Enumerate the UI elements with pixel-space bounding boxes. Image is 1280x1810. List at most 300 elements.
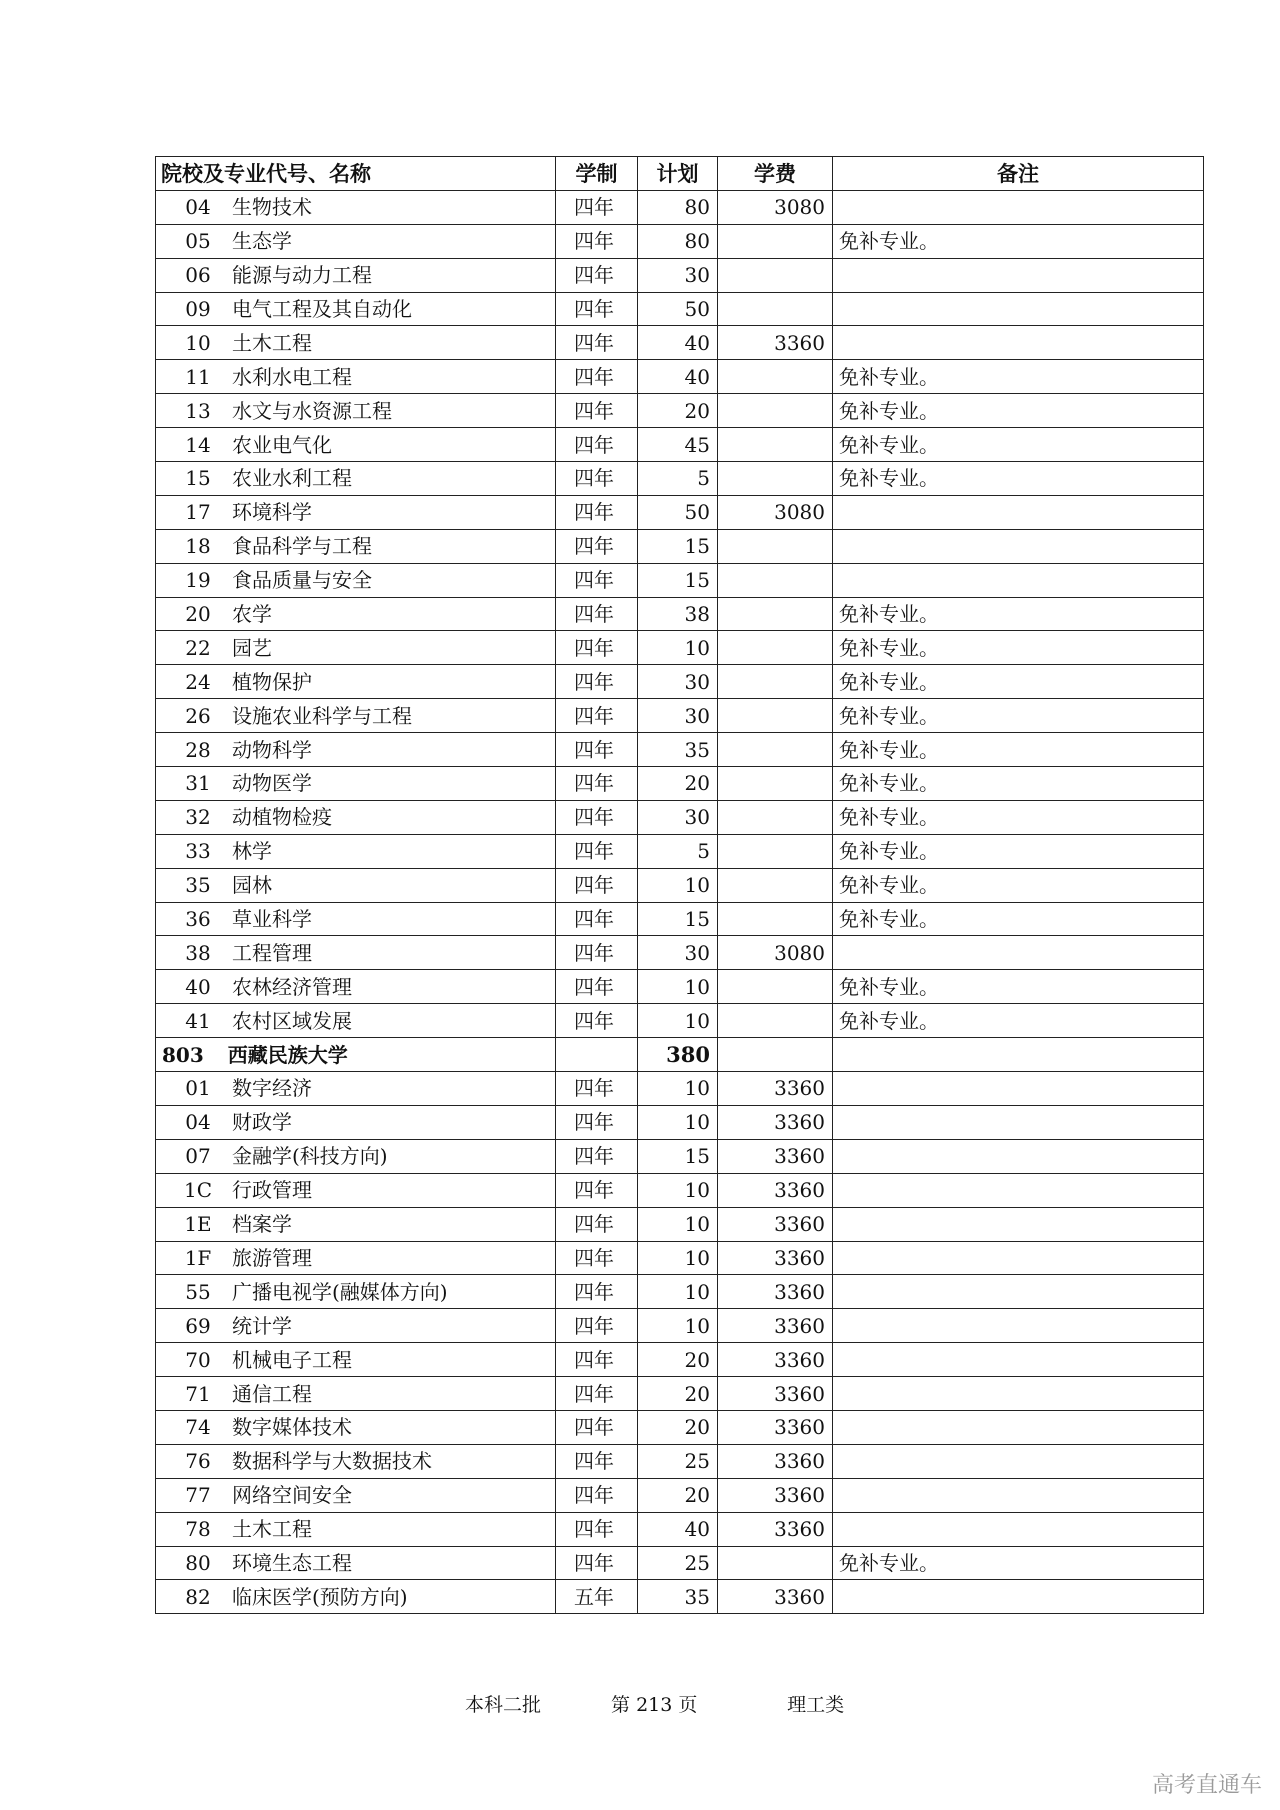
major-name: 数字媒体技术 [232, 1415, 352, 1440]
table-row [156, 1309, 1204, 1343]
cell-name [156, 936, 556, 970]
cell-plan: 40 [638, 1512, 718, 1546]
cell-plan: 50 [638, 292, 718, 326]
major-name: 电气工程及其自动化 [232, 297, 412, 321]
cell-name [156, 665, 556, 699]
table-body [156, 190, 1204, 1613]
cell-name [156, 733, 556, 767]
cell-duration: 四年 [556, 1275, 638, 1309]
cell-duration: 四年 [556, 1309, 638, 1343]
page-footer [465, 1690, 844, 1717]
cell-plan: 10 [638, 1105, 718, 1139]
major-code: 14 [185, 432, 211, 457]
cell-name [156, 326, 556, 360]
cell-note [833, 1478, 1204, 1512]
major-name: 园林 [232, 873, 272, 898]
major-code: 41 [185, 1008, 211, 1033]
major-code: 10 [185, 330, 211, 355]
cell-note [833, 1207, 1204, 1241]
table-row [156, 1444, 1204, 1478]
cell-name [156, 563, 556, 597]
cell-name [156, 428, 556, 462]
cell-note: 免补专业。 [833, 462, 1204, 496]
major-code: 36 [185, 907, 211, 932]
cell-plan: 35 [638, 1580, 718, 1614]
cell-plan: 40 [638, 360, 718, 394]
cell-note: 免补专业。 [833, 597, 1204, 631]
cell-fee: 3360 [718, 1207, 833, 1241]
cell-duration: 四年 [556, 970, 638, 1004]
table-row [156, 462, 1204, 496]
cell-plan: 45 [638, 428, 718, 462]
cell-fee: 3360 [718, 326, 833, 360]
major-name: 行政管理 [232, 1178, 312, 1203]
cell-note: 免补专业。 [833, 733, 1204, 767]
cell-plan: 10 [638, 1072, 718, 1106]
cell-plan: 10 [638, 1309, 718, 1343]
cell-fee [718, 970, 833, 1004]
major-name: 网络空间安全 [232, 1483, 352, 1508]
cell-plan: 5 [638, 834, 718, 868]
cell-duration: 四年 [556, 1478, 638, 1512]
table-row [156, 1275, 1204, 1309]
cell-note [833, 1105, 1204, 1139]
major-code: 40 [185, 974, 211, 999]
cell-name [156, 462, 556, 496]
cell-duration: 四年 [556, 428, 638, 462]
cell-plan: 15 [638, 902, 718, 936]
cell-plan: 30 [638, 665, 718, 699]
major-name: 金融学(科技方向) [232, 1144, 388, 1169]
cell-duration: 四年 [556, 224, 638, 258]
cell-plan: 40 [638, 326, 718, 360]
cell-name [156, 597, 556, 631]
cell-plan: 30 [638, 936, 718, 970]
major-code: 55 [185, 1279, 211, 1304]
cell-note: 免补专业。 [833, 1546, 1204, 1580]
footer-category: 理工类 [787, 1694, 845, 1716]
cell-note [833, 1377, 1204, 1411]
cell-fee: 3360 [718, 1309, 833, 1343]
cell-fee: 3360 [718, 1241, 833, 1275]
table-row [156, 1139, 1204, 1173]
table-row [156, 733, 1204, 767]
major-name: 广播电视学(融媒体方向) [232, 1279, 448, 1304]
major-name: 能源与动力工程 [232, 263, 372, 288]
cell-note [833, 258, 1204, 292]
header-plan: 计划 [638, 157, 718, 191]
table-row [156, 1072, 1204, 1106]
table-row [156, 631, 1204, 665]
major-name: 生态学 [232, 229, 292, 254]
major-name: 水文与水资源工程 [232, 398, 392, 423]
table-row [156, 1580, 1204, 1614]
cell-duration: 四年 [556, 1072, 638, 1106]
cell-name [156, 224, 556, 258]
cell-name [156, 868, 556, 902]
cell-name [156, 1309, 556, 1343]
cell-name [156, 190, 556, 224]
watermark: 高考直通车 [1151, 1773, 1262, 1798]
cell-note [833, 936, 1204, 970]
cell-name [156, 631, 556, 665]
cell-duration: 四年 [556, 258, 638, 292]
cell-duration: 四年 [556, 394, 638, 428]
major-code: 78 [185, 1517, 211, 1542]
major-name: 动物医学 [232, 771, 312, 796]
cell-note [833, 1139, 1204, 1173]
cell-note: 免补专业。 [833, 360, 1204, 394]
table-row [156, 665, 1204, 699]
major-code: 74 [185, 1415, 211, 1440]
cell-note [833, 1309, 1204, 1343]
table-row [156, 224, 1204, 258]
cell-duration: 四年 [556, 631, 638, 665]
table-row [156, 902, 1204, 936]
cell-note: 免补专业。 [833, 868, 1204, 902]
major-name: 环境科学 [232, 500, 312, 525]
major-code: 15 [185, 466, 211, 491]
cell-fee: 3360 [718, 1343, 833, 1377]
table-row [156, 1241, 1204, 1275]
cell-duration: 四年 [556, 190, 638, 224]
cell-plan: 30 [638, 258, 718, 292]
major-name: 土木工程 [232, 330, 312, 355]
cell-name [156, 1444, 556, 1478]
footer-batch: 本科二批 [465, 1694, 542, 1716]
cell-name [156, 394, 556, 428]
major-code: 26 [185, 703, 211, 728]
major-name: 财政学 [232, 1110, 292, 1135]
cell-note [833, 495, 1204, 529]
cell-duration [556, 1038, 638, 1072]
major-code: 35 [185, 873, 211, 898]
table-row [156, 529, 1204, 563]
cell-duration: 四年 [556, 360, 638, 394]
cell-plan: 15 [638, 563, 718, 597]
cell-duration: 四年 [556, 1241, 638, 1275]
cell-note [833, 1173, 1204, 1207]
enrollment-plan-table-container [155, 156, 1203, 1614]
cell-duration: 四年 [556, 462, 638, 496]
school-row [156, 1038, 1204, 1072]
table-row [156, 936, 1204, 970]
major-name: 农学 [232, 602, 272, 627]
cell-name [156, 834, 556, 868]
major-code: 77 [185, 1483, 211, 1508]
cell-name [156, 529, 556, 563]
cell-note: 免补专业。 [833, 699, 1204, 733]
cell-fee: 3360 [718, 1512, 833, 1546]
cell-name [156, 1139, 556, 1173]
major-name: 农业水利工程 [232, 466, 352, 491]
cell-plan: 15 [638, 529, 718, 563]
cell-note: 免补专业。 [833, 800, 1204, 834]
cell-fee [718, 868, 833, 902]
cell-plan: 20 [638, 1410, 718, 1444]
table-row [156, 1173, 1204, 1207]
cell-fee: 3360 [718, 1105, 833, 1139]
major-code: 80 [185, 1550, 211, 1575]
school-code: 803 [162, 1042, 204, 1067]
cell-fee: 3360 [718, 1139, 833, 1173]
major-name: 档案学 [232, 1212, 292, 1237]
cell-fee: 3360 [718, 1072, 833, 1106]
cell-fee: 3360 [718, 1444, 833, 1478]
major-name: 数据科学与大数据技术 [232, 1449, 432, 1474]
table-row [156, 326, 1204, 360]
cell-fee: 3360 [718, 1275, 833, 1309]
enrollment-plan-table [155, 156, 1204, 1614]
cell-plan: 25 [638, 1546, 718, 1580]
cell-name [156, 360, 556, 394]
cell-note [833, 1444, 1204, 1478]
cell-note: 免补专业。 [833, 767, 1204, 801]
cell-duration: 四年 [556, 800, 638, 834]
cell-plan: 20 [638, 767, 718, 801]
cell-note: 免补专业。 [833, 834, 1204, 868]
cell-name [156, 1004, 556, 1038]
cell-fee [718, 428, 833, 462]
cell-plan: 5 [638, 462, 718, 496]
cell-duration: 四年 [556, 902, 638, 936]
major-name: 园艺 [232, 635, 272, 660]
major-code: 82 [185, 1584, 211, 1609]
cell-note [833, 1038, 1204, 1072]
major-code: 17 [185, 500, 211, 525]
cell-fee [718, 597, 833, 631]
table-row [156, 1004, 1204, 1038]
cell-name [156, 1546, 556, 1580]
table-row [156, 834, 1204, 868]
cell-duration: 四年 [556, 834, 638, 868]
major-name: 动物科学 [232, 737, 312, 762]
major-name: 通信工程 [232, 1381, 312, 1406]
cell-note [833, 529, 1204, 563]
cell-duration: 四年 [556, 767, 638, 801]
cell-plan: 20 [638, 1377, 718, 1411]
cell-duration: 四年 [556, 1207, 638, 1241]
cell-fee: 3360 [718, 1580, 833, 1614]
cell-fee: 3360 [718, 1377, 833, 1411]
cell-plan: 80 [638, 190, 718, 224]
major-code: 1C [183, 1178, 213, 1203]
cell-duration: 四年 [556, 868, 638, 902]
cell-plan: 10 [638, 631, 718, 665]
cell-fee [718, 631, 833, 665]
cell-plan: 10 [638, 970, 718, 1004]
cell-fee [718, 1004, 833, 1038]
major-code: 18 [185, 534, 211, 559]
cell-plan: 10 [638, 1241, 718, 1275]
major-code: 20 [185, 602, 211, 627]
cell-note: 免补专业。 [833, 224, 1204, 258]
major-code: 09 [185, 297, 211, 321]
table-row [156, 1410, 1204, 1444]
cell-name [156, 767, 556, 801]
cell-fee [718, 1546, 833, 1580]
cell-note: 免补专业。 [833, 970, 1204, 1004]
cell-plan: 80 [638, 224, 718, 258]
cell-duration: 四年 [556, 326, 638, 360]
cell-fee: 3080 [718, 190, 833, 224]
major-code: 04 [185, 1110, 211, 1135]
cell-duration: 四年 [556, 1444, 638, 1478]
cell-name [156, 699, 556, 733]
cell-duration: 四年 [556, 292, 638, 326]
header-fee: 学费 [718, 157, 833, 191]
cell-fee [718, 529, 833, 563]
cell-fee [718, 800, 833, 834]
cell-note [833, 326, 1204, 360]
table-row [156, 767, 1204, 801]
cell-note [833, 292, 1204, 326]
table-row [156, 868, 1204, 902]
cell-duration: 四年 [556, 1004, 638, 1038]
table-row [156, 428, 1204, 462]
table-row [156, 563, 1204, 597]
major-code: 24 [185, 669, 211, 694]
cell-duration: 四年 [556, 1546, 638, 1580]
cell-name [156, 1072, 556, 1106]
table-row [156, 1343, 1204, 1377]
cell-duration: 四年 [556, 665, 638, 699]
table-row [156, 258, 1204, 292]
cell-duration: 四年 [556, 1173, 638, 1207]
major-code: 31 [185, 771, 211, 796]
table-row [156, 1546, 1204, 1580]
major-name: 土木工程 [232, 1517, 312, 1542]
cell-plan: 10 [638, 868, 718, 902]
major-name: 水利水电工程 [232, 364, 352, 389]
cell-name [156, 1580, 556, 1614]
cell-duration: 五年 [556, 1580, 638, 1614]
major-name: 临床医学(预防方向) [232, 1584, 408, 1609]
footer-page-number: 第 213 页 [611, 1694, 698, 1716]
table-row [156, 495, 1204, 529]
cell-note [833, 1072, 1204, 1106]
cell-duration: 四年 [556, 597, 638, 631]
cell-name [156, 258, 556, 292]
cell-note: 免补专业。 [833, 1004, 1204, 1038]
cell-duration: 四年 [556, 733, 638, 767]
cell-fee [718, 834, 833, 868]
major-name: 林学 [232, 839, 272, 864]
table-row [156, 292, 1204, 326]
cell-duration: 四年 [556, 1410, 638, 1444]
cell-plan: 35 [638, 733, 718, 767]
cell-fee [718, 1038, 833, 1072]
major-code: 32 [185, 805, 211, 830]
major-name: 环境生态工程 [232, 1550, 352, 1575]
major-code: 76 [185, 1449, 211, 1474]
table-row [156, 800, 1204, 834]
major-name: 生物技术 [232, 195, 312, 220]
cell-name [156, 1410, 556, 1444]
cell-plan: 380 [638, 1038, 718, 1072]
header-duration: 学制 [556, 157, 638, 191]
major-name: 动植物检疫 [232, 805, 332, 830]
cell-fee [718, 292, 833, 326]
cell-name [156, 495, 556, 529]
cell-plan: 10 [638, 1207, 718, 1241]
cell-duration: 四年 [556, 699, 638, 733]
major-code: 07 [185, 1144, 211, 1169]
table-row [156, 1512, 1204, 1546]
major-code: 1F [184, 1245, 212, 1270]
cell-name [156, 1173, 556, 1207]
cell-name [156, 1105, 556, 1139]
major-code: 05 [185, 229, 211, 254]
cell-note: 免补专业。 [833, 902, 1204, 936]
cell-fee [718, 902, 833, 936]
cell-duration: 四年 [556, 529, 638, 563]
major-name: 设施农业科学与工程 [232, 703, 412, 728]
cell-note [833, 1275, 1204, 1309]
major-code: 19 [185, 568, 211, 593]
cell-duration: 四年 [556, 1105, 638, 1139]
major-name: 植物保护 [232, 669, 312, 694]
cell-plan: 20 [638, 1478, 718, 1512]
cell-plan: 15 [638, 1139, 718, 1173]
cell-note: 免补专业。 [833, 428, 1204, 462]
cell-note [833, 1241, 1204, 1275]
cell-fee: 3360 [718, 1173, 833, 1207]
cell-name [156, 1207, 556, 1241]
cell-duration: 四年 [556, 1377, 638, 1411]
major-code: 33 [185, 839, 211, 864]
cell-name [156, 1512, 556, 1546]
cell-name [156, 800, 556, 834]
cell-plan: 38 [638, 597, 718, 631]
major-name: 旅游管理 [232, 1245, 312, 1270]
cell-name [156, 902, 556, 936]
major-name: 机械电子工程 [232, 1347, 352, 1372]
major-code: 04 [185, 195, 211, 220]
table-row [156, 394, 1204, 428]
cell-plan: 30 [638, 699, 718, 733]
table-header-row [156, 157, 1204, 191]
cell-fee: 3080 [718, 495, 833, 529]
cell-name [156, 1377, 556, 1411]
cell-plan: 30 [638, 800, 718, 834]
cell-duration: 四年 [556, 495, 638, 529]
major-code: 69 [185, 1313, 211, 1338]
major-code: 22 [185, 635, 211, 660]
cell-note: 免补专业。 [833, 631, 1204, 665]
cell-fee [718, 733, 833, 767]
table-row [156, 1105, 1204, 1139]
major-code: 13 [185, 398, 211, 423]
major-name: 统计学 [232, 1313, 292, 1338]
cell-fee: 3360 [718, 1410, 833, 1444]
major-name: 草业科学 [232, 907, 312, 932]
cell-plan: 10 [638, 1173, 718, 1207]
cell-fee [718, 699, 833, 733]
cell-fee [718, 665, 833, 699]
major-name: 农业电气化 [232, 432, 332, 457]
cell-duration: 四年 [556, 563, 638, 597]
cell-duration: 四年 [556, 1139, 638, 1173]
cell-name [156, 1343, 556, 1377]
cell-note: 免补专业。 [833, 394, 1204, 428]
table-row [156, 970, 1204, 1004]
cell-note [833, 563, 1204, 597]
major-name: 工程管理 [232, 940, 312, 965]
cell-note [833, 1343, 1204, 1377]
cell-duration: 四年 [556, 1512, 638, 1546]
cell-note [833, 1580, 1204, 1614]
